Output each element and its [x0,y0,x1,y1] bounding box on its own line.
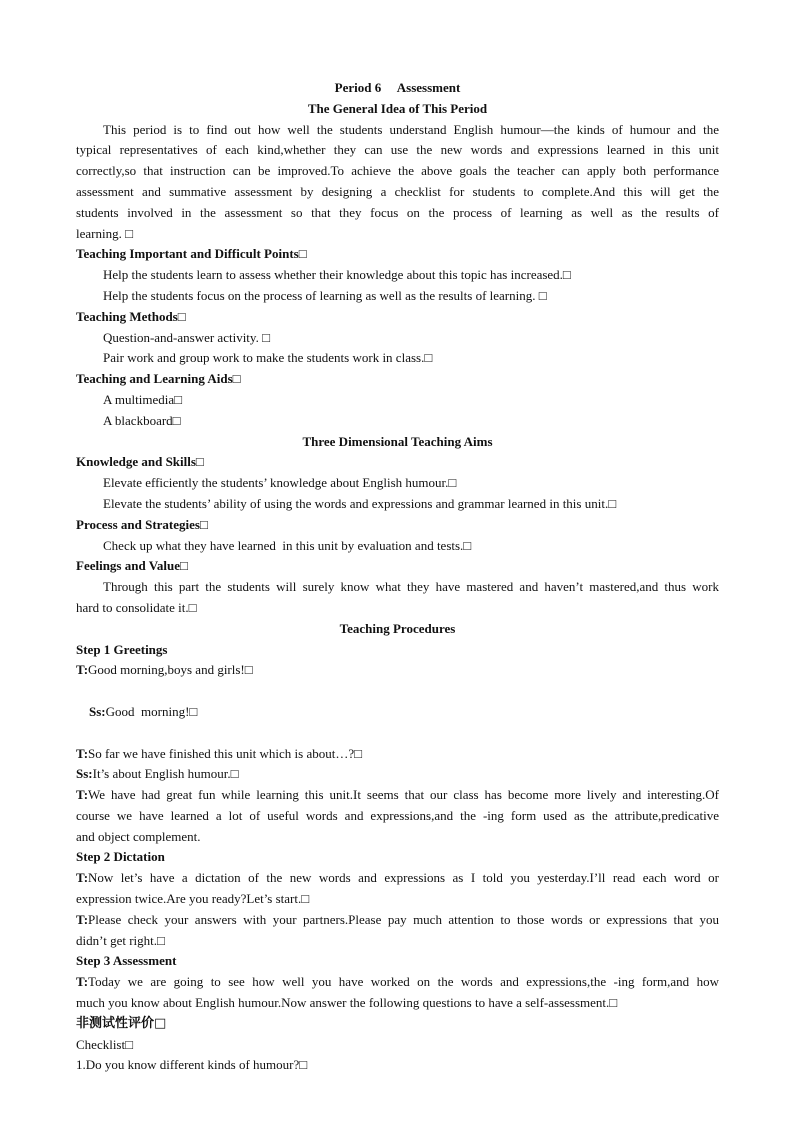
section-heading-aids: Teaching and Learning Aids□ [76,371,241,387]
speaker-label: T: [76,974,89,990]
list-item: Elevate the students’ ability of using the words and expressions and grammar learned in this unit.□ [103,495,617,511]
section-heading-important-points: Teaching Important and Difficult Points□ [76,246,307,262]
dialogue-line [76,764,719,785]
dialogue-line [76,744,719,765]
dialogue-line [76,972,719,993]
dialogue-continuation: and object complement. [76,828,201,844]
speaker-label: T: [76,870,89,886]
speaker-label: T: [76,787,89,803]
dialogue-text: So far we have finished this unit which is about…?□ [88,745,362,761]
dialogue-line [76,910,719,931]
dialogue-continuation: course we have learned a lot of useful words and expressions,and the -ing form used as the attribute,predicative [76,807,719,823]
section-heading-process: Process and Strategies□ [76,516,208,532]
list-item: Help the students learn to assess whether their knowledge about this topic has increased.□ [103,267,571,283]
step-heading: Step 2 Dictation [76,849,165,865]
list-item: A multimedia□ [103,391,182,407]
period-title: Period 6 Assessment [334,80,461,95]
section-heading-methods: Teaching Methods□ [76,308,186,324]
document-page [76,78,719,1076]
dialogue-text: Please check your answers with your partners.Please pay much attention to those words or expressions that you [88,911,719,927]
speaker-label: T: [76,745,89,761]
dialogue-text: We have had great fun while learning this unit.It seems that our class has become more lively and interesting.Of [88,787,719,803]
section-heading-knowledge: Knowledge and Skills□ [76,454,204,470]
checklist-question: 1.Do you know different kinds of humour?□ [76,1057,308,1073]
non-test-assessment-heading: 非测试性评价□ [76,1015,167,1031]
dialogue-line [76,681,719,743]
dialogue-text: Today we are going to see how well you have worked on the words and expressions,the -ing form,and how [88,974,719,990]
aims-title: Three Dimensional Teaching Aims [302,433,493,449]
list-item: Pair work and group work to make the students work in class.□ [103,350,433,366]
dialogue-text: Good morning,boys and girls!□ [88,662,253,678]
general-idea-title: The General Idea of This Period [307,100,488,116]
paragraph-line: hard to consolidate it.□ [76,599,197,615]
speaker-label: T: [76,662,89,678]
dialogue-line [76,868,719,889]
intro-line: correctly,so that instruction can be improved.To achieve the above goals the teacher can apply both performance [76,163,719,179]
dialogue-line [76,785,719,806]
checklist-label: Checklist□ [76,1036,133,1052]
dialogue-text: Good morning!□ [105,703,198,719]
intro-paragraph [76,120,719,245]
procedures-title: Teaching Procedures [339,620,456,636]
list-item: Help the students focus on the process of learning as well as the results of learning. □ [103,287,547,303]
dialogue-continuation: much you know about English humour.Now answer the following questions to have a self-assessment.□ [76,995,618,1011]
list-item: Elevate efficiently the students’ knowledge about English humour.□ [103,475,457,491]
dialogue-text: Now let’s have a dictation of the new words and expressions as I told you yesterday.I’ll read each word or [88,870,719,886]
speaker-label: Ss: [76,766,93,782]
list-item: Check up what they have learned in this unit by evaluation and tests.□ [103,537,472,553]
intro-line: learning. □ [76,225,133,241]
speaker-label: T: [76,911,89,927]
list-item: A blackboard□ [103,412,181,428]
speaker-label: Ss: [89,703,106,719]
step-heading: Step 3 Assessment [76,953,177,969]
intro-line: This period is to find out how well the students understand English humour—the kinds of humour and the [103,121,719,137]
intro-line: assessment and summative assessment by designing a checklist for students to complete.And this will get the [76,183,719,199]
dialogue-text: It’s about English humour.□ [92,766,239,782]
dialogue-continuation: didn’t get right.□ [76,932,165,948]
intro-line: students involved in the assessment so that they focus on the process of learning as well as the results of [76,204,719,220]
dialogue-continuation: expression twice.Are you ready?Let’s start.□ [76,891,310,907]
intro-line: typical representatives of each kind,whether they can use the new words and expressions learned in this unit [76,142,719,158]
list-item: Question-and-answer activity. □ [103,329,270,345]
dialogue-line [76,660,719,681]
paragraph-line: Through this part the students will surely know what they have mastered and haven’t mastered,and thus work [103,579,719,595]
step-heading: Step 1 Greetings [76,641,168,657]
section-heading-feelings: Feelings and Value□ [76,558,188,574]
